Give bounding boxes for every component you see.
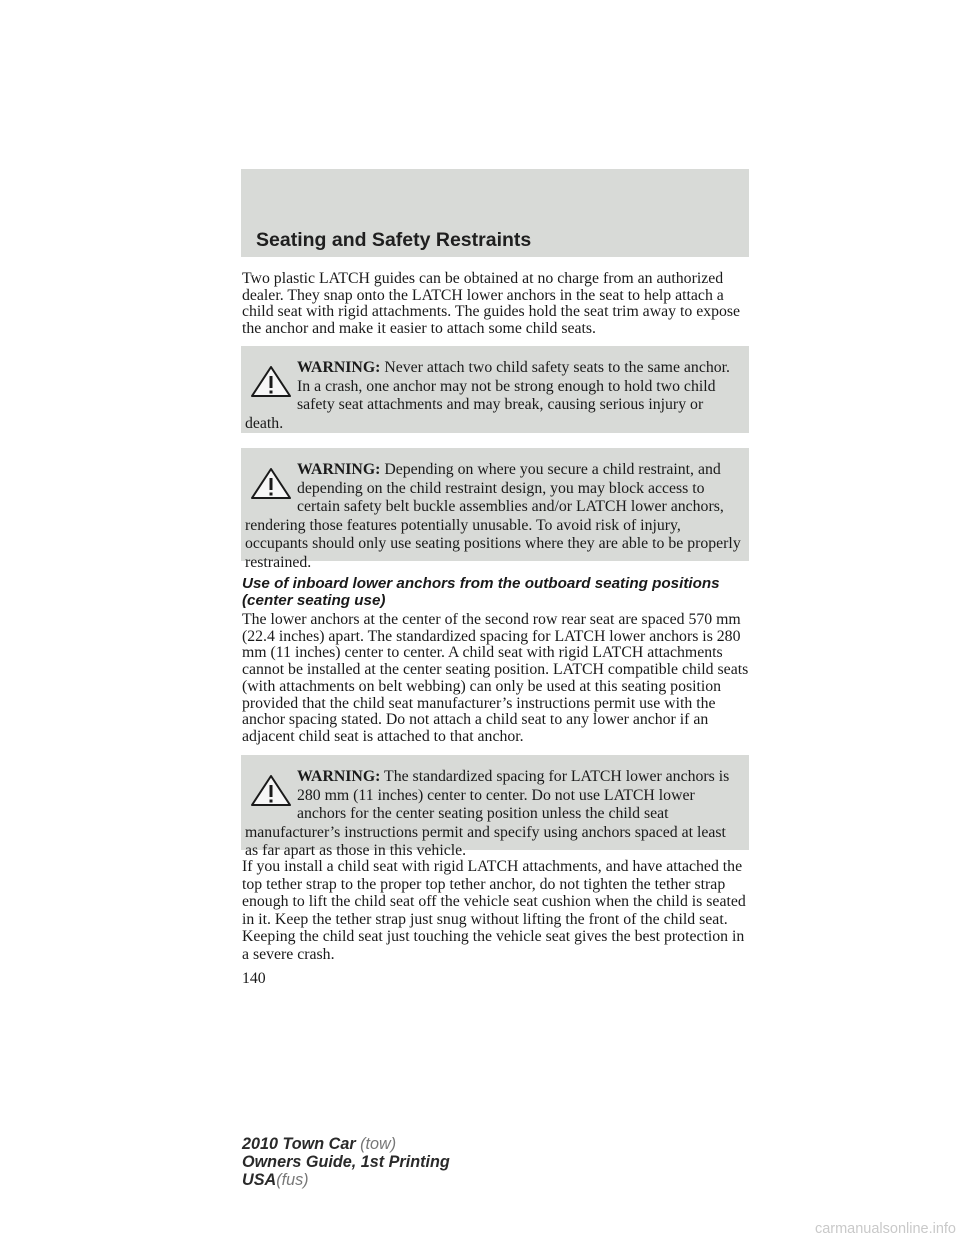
warning-triangle-icon bbox=[249, 774, 293, 808]
footer-region-line bbox=[242, 1171, 450, 1189]
document-footer bbox=[242, 1135, 450, 1189]
center-seating-paragraph: The lower anchors at the center of the second row rear seat are spaced 570 mm (22.4 inches) apart. The standardized spacing for LATCH lower anchors is 280 mm (11 inches) center to center. A child seat with rigid LATCH attachments cannot be installed at the center seating position. LATCH compatible child seats (with attachments on belt webbing) can only be used at this seating position provided that the child seat manufacturer’s instructions permit use with the anchor spacing stated. Do not attach a child seat to any lower anchor if an adjacent child seat is attached to that anchor. bbox=[242, 611, 749, 745]
warning-box-2 bbox=[241, 448, 749, 571]
page-number: 140 bbox=[242, 970, 266, 987]
footer-region: USA bbox=[242, 1171, 277, 1189]
warning-text: Depending on where you secure a child restraint, and depending on the child restraint design, you may block access to certain safety belt buckle assemblies and/or LATCH lower anchors, rendering those features potentially unusable. To avoid risk of injury, occupants should only use seating positions where they are able to be properly restrained. bbox=[245, 461, 741, 571]
section-title: Seating and Safety Restraints bbox=[256, 229, 532, 251]
warning-label: WARNING: bbox=[297, 359, 381, 376]
footer-model-line bbox=[242, 1135, 450, 1153]
warning-label: WARNING: bbox=[297, 461, 381, 478]
warning-text: Never attach two child safety seats to the same anchor. In a crash, one anchor may not be strong enough to hold two child safety seat attachments and may break, causing serious injury or death. bbox=[245, 359, 730, 432]
warning-box-1 bbox=[241, 346, 749, 433]
intro-paragraph: Two plastic LATCH guides can be obtained at no charge from an authorized dealer. They snap onto the LATCH lower anchors in the seat to help attach a child seat with rigid attachments. The guides hold the seat trim away to expose the anchor and make it easier to attach some child seats. bbox=[242, 270, 741, 338]
watermark: carmanualsonline.info bbox=[814, 1221, 956, 1237]
warning-triangle-icon bbox=[249, 365, 293, 399]
footer-guide: Owners Guide, 1st Printing bbox=[242, 1153, 450, 1171]
warning-triangle-icon bbox=[249, 467, 293, 501]
footer-model-code: (tow) bbox=[360, 1135, 397, 1153]
section-subheading: Use of inboard lower anchors from the outboard seating positions (center seating use) bbox=[242, 575, 720, 609]
warning-label: WARNING: bbox=[297, 768, 381, 785]
footer-region-code: (fus) bbox=[276, 1171, 309, 1189]
warning-text: The standardized spacing for LATCH lower anchors is 280 mm (11 inches) center to center. Do not use LATCH lower anchors for the center seating position unless the child seat manufacturer’s instructions permit and specify using anchors spaced at least as far apart as those in this vehicle. bbox=[245, 768, 730, 859]
warning-box-3 bbox=[241, 755, 749, 859]
footer-model: 2010 Town Car bbox=[242, 1135, 356, 1153]
closing-paragraph: If you install a child seat with rigid LATCH attachments, and have attached the top tether strap to the proper top tether anchor, do not tighten the tether strap enough to lift the child seat off the vehicle seat cushion when the child is seated in it. Keep the tether strap just snug without lifting the front of the child seat. Keeping the child seat just touching the vehicle seat gives the best protection in a severe crash. bbox=[242, 858, 746, 963]
